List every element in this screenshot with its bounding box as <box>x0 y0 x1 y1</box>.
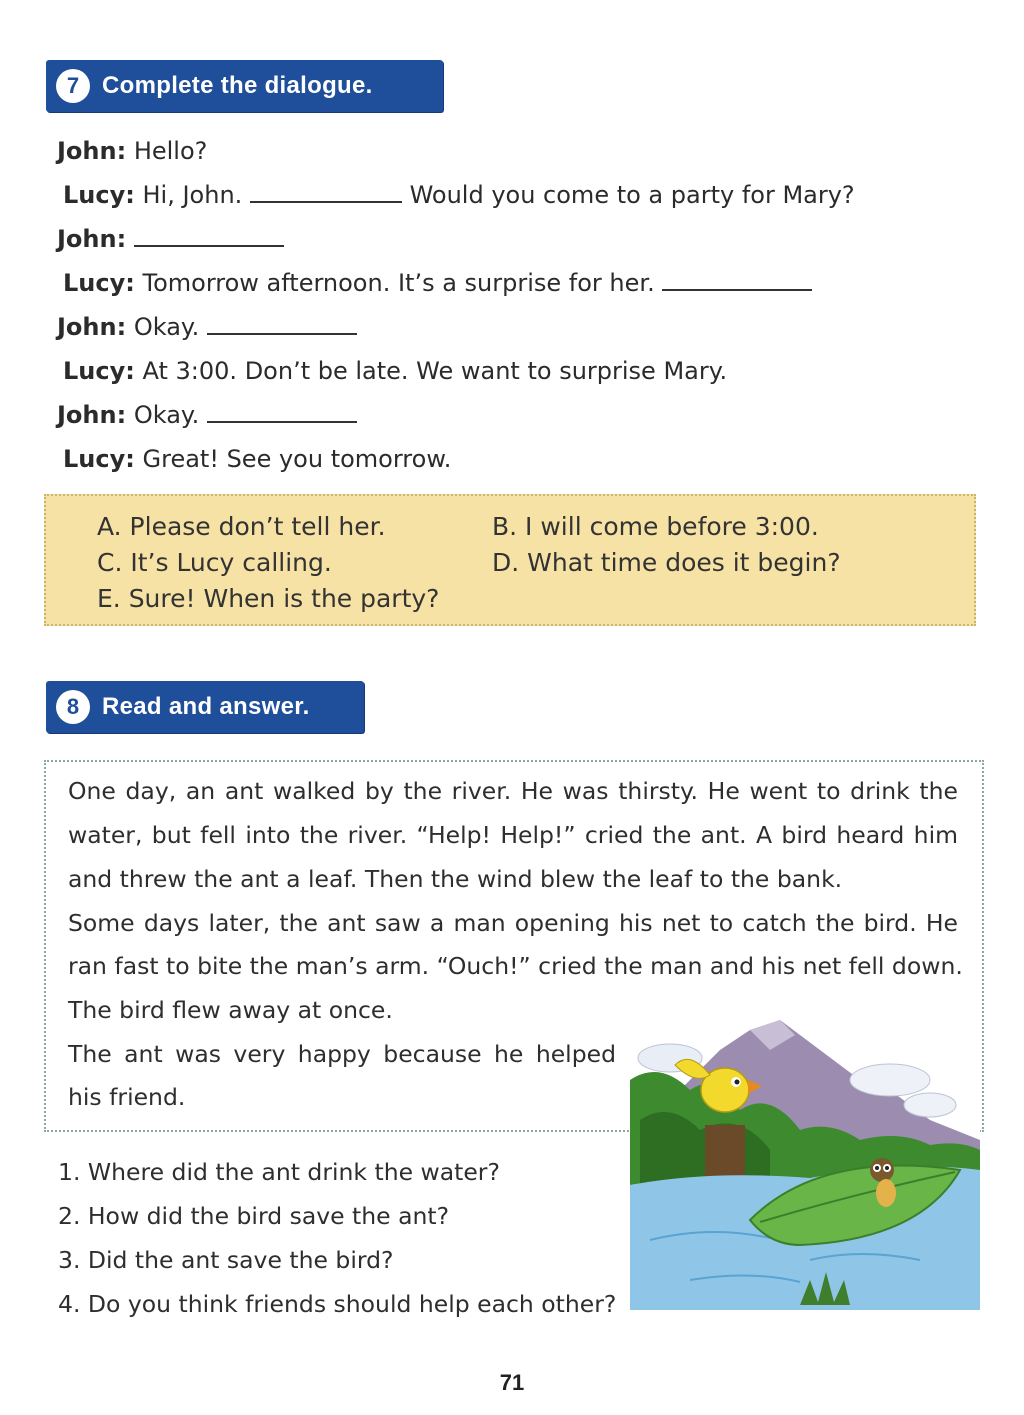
speaker-label: Lucy: <box>63 181 135 209</box>
dialogue-line <box>57 137 207 165</box>
option-e: E. Sure! When is the party? <box>97 584 440 613</box>
dialogue-line <box>63 357 727 385</box>
option-a: A. Please don’t tell her. <box>97 512 386 541</box>
question-2: 2. How did the bird save the ant? <box>58 1202 450 1230</box>
dialogue-line <box>63 181 855 209</box>
dialogue-line <box>57 225 284 253</box>
line-text-after: Would you come to a party for Mary? <box>409 181 855 209</box>
answer-blank[interactable] <box>207 417 357 423</box>
line-text: At 3:00. Don’t be late. We want to surprise Mary. <box>142 357 728 385</box>
story-line: The bird flew away at once. <box>68 996 393 1024</box>
line-text: Tomorrow afternoon. It’s a surprise for her. <box>142 269 655 297</box>
answer-blank[interactable] <box>662 285 812 291</box>
line-text: Great! See you tomorrow. <box>142 445 452 473</box>
answer-blank[interactable] <box>207 329 357 335</box>
question-1: 1. Where did the ant drink the water? <box>58 1158 500 1186</box>
line-text: Okay. <box>133 313 200 341</box>
speaker-label: Lucy: <box>63 269 135 297</box>
speaker-label: John: <box>57 225 127 253</box>
story-line: his friend. <box>68 1083 186 1111</box>
line-text: Hello? <box>133 137 208 165</box>
story-line: and threw the ant a leaf. Then the wind blew the leaf to the bank. <box>68 865 843 893</box>
story-line: ran fast to bite the man’s arm. “Ouch!” cried the man and his net fell down. <box>68 952 963 980</box>
story-line: water, but fell into the river. “Help! Help!” cried the ant. A bird heard him <box>68 821 958 849</box>
section-8-title: Read and answer. <box>102 693 310 720</box>
section-8-number: 8 <box>56 690 90 724</box>
speaker-label: John: <box>57 137 127 165</box>
section-8-header <box>46 681 364 733</box>
option-d: D. What time does it begin? <box>492 548 841 577</box>
speaker-label: Lucy: <box>63 357 135 385</box>
page-number: 71 <box>499 1370 525 1395</box>
option-c: C. It’s Lucy calling. <box>97 548 332 577</box>
question-3: 3. Did the ant save the bird? <box>58 1246 394 1274</box>
speaker-label: John: <box>57 401 127 429</box>
story-line: The ant was very happy because he helped <box>68 1040 616 1068</box>
speaker-label: John: <box>57 313 127 341</box>
dialogue-line <box>57 313 357 341</box>
section-7-title: Complete the dialogue. <box>102 72 373 99</box>
bird-and-ant-illustration <box>630 1010 980 1310</box>
dialogue-line <box>63 445 451 473</box>
story-line: Some days later, the ant saw a man opening his net to catch the bird. He <box>68 909 958 937</box>
story-line: One day, an ant walked by the river. He was thirsty. He went to drink the <box>68 777 958 805</box>
speaker-label: Lucy: <box>63 445 135 473</box>
line-text: Okay. <box>133 401 200 429</box>
dialogue-line <box>57 401 357 429</box>
question-4: 4. Do you think friends should help each other? <box>58 1290 617 1318</box>
section-7-header <box>46 60 443 112</box>
dialogue-line <box>63 269 812 297</box>
answer-blank[interactable] <box>250 197 402 203</box>
section-7-number: 7 <box>56 69 90 103</box>
answer-blank[interactable] <box>134 241 284 247</box>
option-b: B. I will come before 3:00. <box>492 512 819 541</box>
line-text: Hi, John. <box>142 181 243 209</box>
